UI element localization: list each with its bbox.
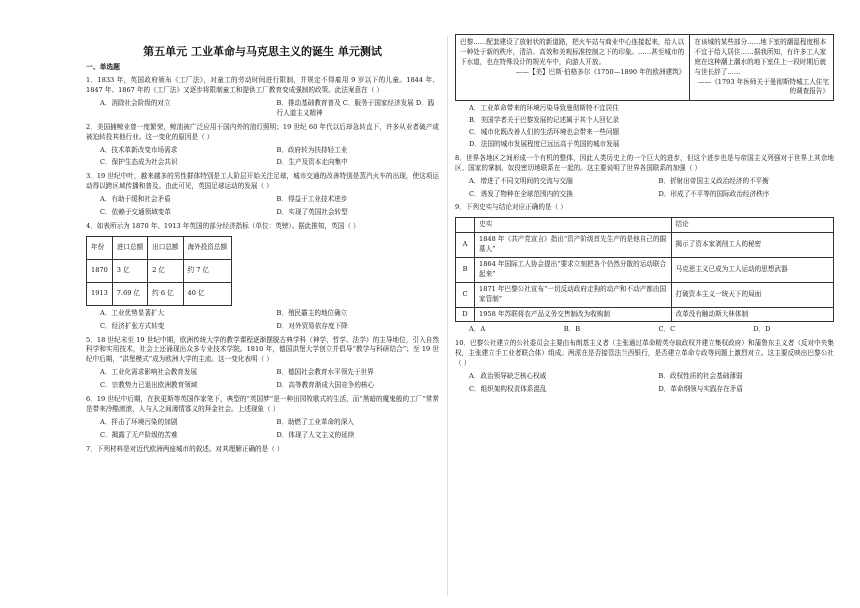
table-cell: 改革没有触动斯大林体制	[671, 307, 833, 322]
option[interactable]: D．生产及资本走向集中	[276, 158, 348, 167]
table-cell: 揭示了资本家剥削工人的秘密	[671, 233, 833, 258]
option[interactable]: A．工业优势显著扩大	[100, 308, 165, 317]
question-5-options	[86, 368, 439, 391]
question-8-options	[455, 177, 834, 200]
material-paris	[456, 35, 690, 101]
option[interactable]: C．城市化既改善人们的生活环境也会带来一些问题	[469, 128, 620, 137]
table-header: 进口总额	[112, 236, 147, 259]
table-header: 海外投资总额	[183, 236, 232, 259]
table-cell: 3 亿	[112, 259, 147, 282]
option[interactable]: A．抨击了环境污染的加剧	[100, 417, 178, 426]
option[interactable]: C．诱发了物种在全球范围内的交换	[469, 189, 573, 198]
option[interactable]: C．揭露了无产阶级的苦难	[100, 430, 178, 439]
option[interactable]: D．革命纲领与实践存在矛盾	[658, 384, 743, 393]
question-3-options	[86, 195, 439, 218]
left-column	[86, 44, 439, 454]
option[interactable]: A．技术革新改变市场需求	[100, 145, 178, 154]
option[interactable]: D．D	[753, 325, 771, 334]
option[interactable]: D．高等教育渐成大国竞争的核心	[276, 381, 375, 390]
material-manchester	[690, 35, 834, 101]
table-header: 出口总额	[148, 236, 183, 259]
option[interactable]: B．殖民霸主的地位确立	[276, 308, 348, 317]
table-cell: 1870	[87, 259, 113, 282]
right-column	[455, 34, 834, 395]
question-6-options	[86, 418, 439, 441]
economic-table	[86, 236, 232, 306]
table-row	[456, 233, 834, 258]
question-5: 5．18 世纪末至 19 世纪中期，欧洲传统大学的教学课程逐渐摆脱古典学科（神学、哲学、法学）的主导地位，引入自然科学和实用技术，社会上还涌现出众多专业技术学院。1810 年，德国洪堡大学创立并倡导“教学与科研结合”；至 19 世纪中后期，“洪堡模式”成为欧洲大学的主流。这一变化表明（ ）	[86, 335, 439, 364]
option[interactable]: D．实现了英国社会转型	[276, 207, 348, 216]
facts-conclusions-table	[455, 217, 834, 322]
table-header-row	[87, 236, 232, 259]
question-3: 3．19 世纪中叶，越来越多的男性群体特别是工人阶层开始关注足球，城市交通的改善特别是蒸汽火车的出现，使这项运动得以跨区域传播和普及。由此可见，英国足球运动的发展（ ）	[86, 172, 439, 191]
page-title: 第五单元 工业革命与马克思主义的诞生 单元测试	[143, 45, 382, 58]
question-2-options	[86, 146, 439, 169]
material-text: 巴黎……配套建设了放射状的新道路，把火车站与商业中心连接起来，给人以一种处于新的秩序，清洁、高效和美观标准控制之下的印象。……甚至城市的下水道，也在特殊设计的规光车中，向游人开放。	[460, 38, 685, 66]
table-cell: 1848 年《共产党宣言》指出“资产阶级首先生产的是他自己的掘墓人”	[475, 233, 672, 258]
option[interactable]: A．政治领导缺乏核心权威	[469, 372, 547, 381]
question-4: 4．如表所示为 1870 年、1913 年英国的部分经济指标（单位：英镑）。据此推知，英国（ ）	[86, 221, 360, 230]
table-row	[456, 258, 834, 283]
table-cell: 约 7 亿	[183, 259, 232, 282]
option[interactable]: C．宗教势力已退出欧洲教育领域	[100, 381, 198, 390]
question-1-options	[86, 99, 439, 119]
table-cell: B	[456, 258, 475, 283]
table-header: 结论	[671, 218, 833, 233]
question-9: 9．下列史实与结论对应正确的是（ ）	[455, 203, 567, 212]
question-10-options	[455, 372, 834, 395]
option[interactable]: A．有助于缓和社会矛盾	[100, 195, 171, 204]
option[interactable]: B．德国社会教育水平领先于世界	[276, 368, 374, 377]
question-2: 2．美国捕鲸业曾一度繁荣，鲸油被广泛应用于国内外的油灯照明；19 世纪 60 年代以后却急转直下，许多从业者破产或被迫转投其他行业。这一变化的原因是（ ）	[86, 122, 439, 141]
question-10: 10．巴黎公社建立的公社委员会主要由布朗基主义者（主张通过革命精英夺取政权并建立集权政府）和蒲鲁东主义者（反对中央集权，主张建立手工业者联合体）组成。两派在是否接管法兰西银行，是否建立革命专政等问题上激烈对立。这主要反映出巴黎公社（ ）	[455, 339, 834, 368]
table-cell: 约 6 亿	[148, 282, 183, 305]
option[interactable]: B．美国学者关于巴黎发展的记述属于其个人回忆录	[469, 116, 619, 125]
option[interactable]: C．依赖于交通领域变革	[100, 207, 171, 216]
table-cell: A	[456, 233, 475, 258]
question-4-options	[86, 309, 439, 332]
table-cell: 1871 年巴黎公社宣布“一切反动政府走狗的动产和不动产都由国家管制”	[475, 282, 672, 307]
column-divider	[447, 36, 448, 596]
material-text: 在该城的某些部分……地下室的潮湿程度根本不宜于给人居住……据我所知，有许多工人家庭在这种潮上潮水的地下室住上一段时期后就与世长辞了……	[694, 38, 827, 76]
table-row	[456, 307, 834, 322]
question-6: 6．19 世纪中后期，在狄更斯等英国作家笔下，典型的“英国梦”是一种田园牧歌式的生活，而“黑暗的魔鬼般的工厂”常常是带来冷酷滚滚，人与人之间薄情寡义的拜金社会。上述现象（ ）	[86, 395, 439, 413]
option[interactable]: D．对外贸易依存度下降	[276, 321, 348, 330]
table-row	[87, 282, 232, 305]
table-cell: D	[456, 307, 475, 322]
option[interactable]: B．助燃了工业革命的深入	[276, 417, 354, 426]
table-cell: 1864 年国际工人协会提出“要求立刻把各个仍然分散的运动联合起来”	[475, 258, 672, 283]
table-row	[456, 282, 834, 307]
option[interactable]: B．B	[563, 325, 581, 334]
option[interactable]: B．推动基础教育普及 C．服务于国家经济发展 D．践行人道主义精神	[276, 98, 435, 117]
table-cell: 1913	[87, 282, 113, 305]
option[interactable]: C．保护生态成为社会共识	[100, 158, 178, 167]
option[interactable]: B．政权性质的社会基础薄弱	[658, 372, 743, 381]
question-8: 8．世界各地区之间形成一个有机的整体，因此人类历史上的一个巨大的进步，但这个进步也是与帝国主义列强对于世界上其余地区、国家的掌制、奴役密切地联系在一起的。这主要说明了世界各国联系的加强（ ）	[455, 153, 834, 172]
question-7: 7．下列材料是对近代欧洲两座城市的叙述。对其理解正确的是（ ）	[86, 444, 284, 453]
table-cell: 40 亿	[183, 282, 232, 305]
question-7-options	[455, 104, 834, 150]
table-cell: 7.69 亿	[112, 282, 147, 305]
option[interactable]: D．形成了不平等的国际政治经济秩序	[658, 189, 770, 198]
option[interactable]: C．C	[658, 325, 676, 334]
table-header: 年份	[87, 236, 113, 259]
option[interactable]: B．折射出帝国主义政治经济的不平衡	[658, 176, 769, 185]
section-heading: 一、单选题	[86, 63, 120, 71]
table-cell: 1958 年苏联将农产品义务交售制改为收购制	[475, 307, 672, 322]
option[interactable]: D．体现了人文主义的延续	[276, 430, 355, 439]
option[interactable]: A．消除社会阶级的对立	[100, 98, 171, 107]
question-9-options	[455, 325, 834, 335]
question-1: 1．1833 年，英国政府颁布《工厂法》，对童工的劳动时间进行限制，并规定不得雇用 9 岁以下的儿童。1844 年、1847 年、1867 年的《工厂法》又逐步将限制童工和提供工厂教育变成强制的政策。此法案意在（ ）	[86, 76, 439, 95]
table-header	[456, 218, 475, 233]
option[interactable]: A．A	[469, 325, 486, 334]
table-cell: C	[456, 282, 475, 307]
material-citation: ——【美】巴斯·伯格多尔《1750—1890 年的欧洲建筑》	[515, 67, 686, 76]
table-cell: 打破资本主义一统天下的局面	[671, 282, 833, 307]
table-row	[87, 259, 232, 282]
option[interactable]: A．工业革命带来的环境污染导致曼彻斯特不宜居住	[469, 104, 619, 113]
option[interactable]: A．增进了不同文明间的交流与交融	[469, 176, 573, 185]
table-cell: 马克思主义已成为工人运动的思想武器	[671, 258, 833, 283]
table-header-row	[456, 218, 834, 233]
option[interactable]: C．经济扩张方式转变	[100, 321, 165, 330]
option[interactable]: D．法国的城市发展程度已远远高于英国的城市发展	[469, 140, 620, 149]
option[interactable]: C．组织架构权责体系混乱	[469, 384, 547, 393]
option[interactable]: B．政府转为扶持轻工业	[276, 145, 348, 154]
material-citation: ——《1793 年医师关于曼彻斯特城工人住宅的调查报告》	[698, 77, 829, 96]
question-7-material	[455, 34, 834, 101]
option[interactable]: B．得益于工业技术进步	[276, 195, 348, 204]
table-cell: 2 亿	[148, 259, 183, 282]
option[interactable]: A．工业化需求影响社会教育发展	[100, 368, 198, 377]
table-header: 史实	[475, 218, 672, 233]
